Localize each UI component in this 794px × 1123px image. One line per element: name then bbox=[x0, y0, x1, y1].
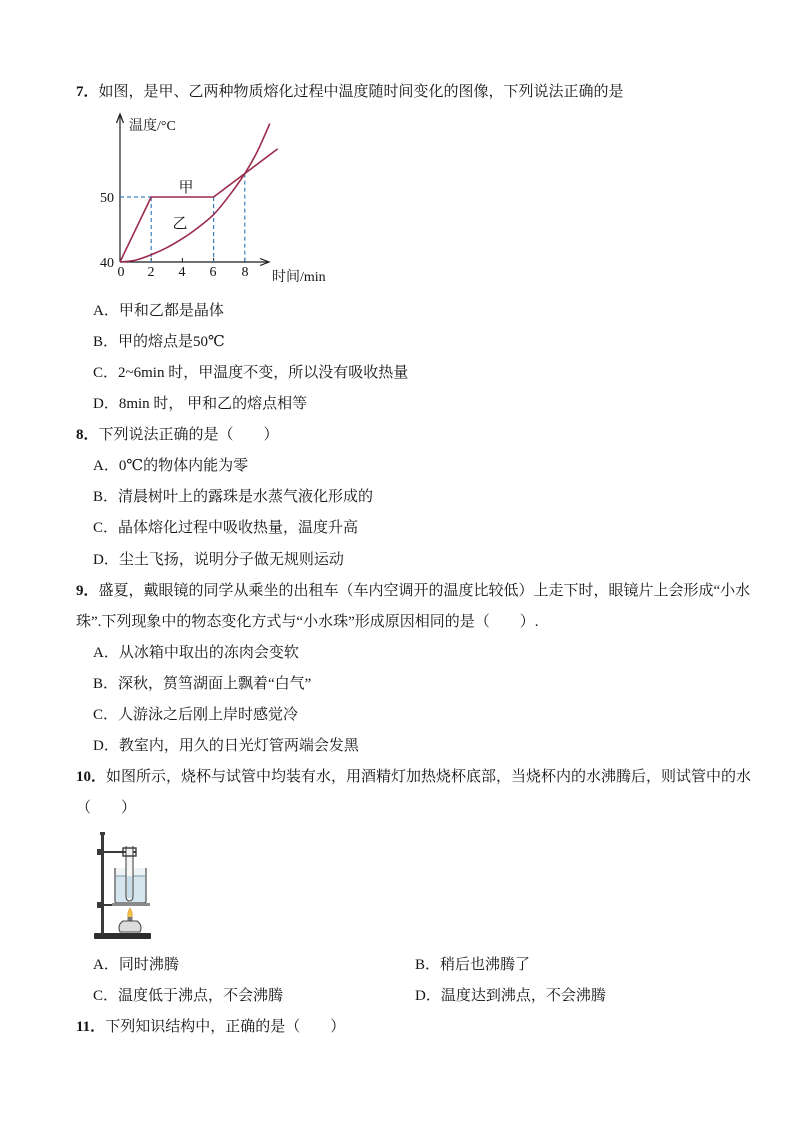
question-10-option-a bbox=[93, 955, 179, 975]
question-7-option-d bbox=[93, 394, 307, 414]
question-text: 盛夏，戴眼镜的同学从乘坐的出租车（车内空调开的温度比较低）上走下时，眼镜片上会形成“小水 bbox=[98, 583, 751, 599]
question-text: 如图所示，烧杯与试管中均装有水，用酒精灯加热烧杯底部，当烧杯内的水沸腾后，则试管中的水 bbox=[106, 769, 752, 785]
option-label: A． bbox=[93, 957, 119, 973]
question-8-option-a bbox=[93, 456, 248, 476]
option-text: 稍后也沸腾了 bbox=[440, 957, 531, 973]
option-text: 尘土飞扬，说明分子做无规则运动 bbox=[118, 552, 344, 568]
question-7-option-c bbox=[93, 363, 408, 383]
question-number: 9． bbox=[76, 583, 99, 599]
option-text: 深秋，筼筜湖面上飘着“白气” bbox=[118, 676, 312, 692]
question-10-option-c bbox=[93, 986, 283, 1006]
question-7-option-b bbox=[93, 332, 225, 352]
option-text: 2~6min 时，甲温度不变，所以没有吸收热量 bbox=[118, 365, 409, 381]
alcohol-lamp bbox=[119, 921, 141, 932]
heating-apparatus-figure bbox=[90, 830, 156, 942]
flame-icon bbox=[128, 908, 133, 918]
option-text: 教室内，用久的日光灯管两端会发黑 bbox=[118, 738, 359, 754]
question-8-option-c bbox=[93, 518, 358, 538]
answer-blank: （ ） bbox=[76, 800, 137, 816]
option-label: A． bbox=[93, 645, 119, 661]
question-9-stem-continued bbox=[76, 612, 538, 632]
x-axis-label: 时间/min bbox=[272, 270, 326, 285]
option-text: 温度低于沸点，不会沸腾 bbox=[118, 988, 284, 1004]
question-text: 下列知识结构中，正确的是（ ） bbox=[105, 1019, 346, 1035]
question-9-option-a bbox=[93, 643, 299, 663]
curve-yi bbox=[120, 124, 270, 262]
option-text: 晶体熔化过程中吸收热量，温度升高 bbox=[118, 520, 359, 536]
option-label: B． bbox=[93, 334, 119, 350]
question-text: 珠”.下列现象中的物态变化方式与“小水珠”形成原因相同的是（ ）. bbox=[76, 614, 539, 630]
option-label: D． bbox=[93, 738, 119, 754]
ring-clamp-knob bbox=[97, 902, 102, 908]
curve-jia bbox=[120, 149, 278, 262]
option-label: C． bbox=[93, 520, 119, 536]
question-8-stem bbox=[76, 425, 279, 445]
temperature-time-graph bbox=[90, 110, 350, 290]
option-label: C． bbox=[93, 707, 119, 723]
stand-rod bbox=[101, 833, 104, 934]
option-text: 8min 时， 甲和乙的熔点相等 bbox=[118, 396, 308, 412]
option-label: B． bbox=[415, 957, 441, 973]
upper-clamp-knob bbox=[97, 849, 102, 855]
x-tick-label: 2 bbox=[147, 265, 155, 280]
question-11-stem bbox=[76, 1017, 345, 1037]
question-9-option-b bbox=[93, 674, 311, 694]
option-text: 温度达到沸点，不会沸腾 bbox=[440, 988, 606, 1004]
x-tick-label: 8 bbox=[241, 265, 249, 280]
option-text: 同时沸腾 bbox=[118, 957, 179, 973]
question-text: 下列说法正确的是（ ） bbox=[98, 427, 279, 443]
y-tick-label: 50 bbox=[100, 191, 114, 206]
option-text: 从冰箱中取出的冻肉会变软 bbox=[118, 645, 299, 661]
question-9-option-c bbox=[93, 705, 298, 725]
y-tick-label: 40 bbox=[100, 256, 114, 271]
option-label: A． bbox=[93, 303, 119, 319]
question-number: 7． bbox=[76, 84, 99, 100]
option-text: 0℃的物体内能为零 bbox=[118, 458, 249, 474]
option-label: B． bbox=[93, 489, 119, 505]
question-7-stem bbox=[76, 82, 624, 102]
x-tick-label: 4 bbox=[178, 265, 186, 280]
curve-label-yi: 乙 bbox=[172, 216, 188, 232]
option-text: 人游泳之后刚上岸时感觉冷 bbox=[118, 707, 299, 723]
option-label: D． bbox=[93, 552, 119, 568]
question-9-option-d bbox=[93, 736, 359, 756]
question-number: 11． bbox=[76, 1019, 106, 1035]
x-tick-label: 6 bbox=[209, 265, 217, 280]
question-10-stem-continued bbox=[76, 798, 136, 818]
question-9-stem bbox=[76, 581, 750, 601]
question-10-option-b bbox=[415, 955, 530, 975]
option-label: D． bbox=[415, 988, 441, 1004]
question-number: 10． bbox=[76, 769, 107, 785]
option-label: A． bbox=[93, 458, 119, 474]
x-tick-label: 0 bbox=[117, 265, 125, 280]
question-10-option-d bbox=[415, 986, 606, 1006]
option-label: C． bbox=[93, 988, 119, 1004]
option-text: 甲的熔点是50℃ bbox=[118, 334, 225, 350]
option-label: C． bbox=[93, 365, 119, 381]
rod-cap bbox=[100, 832, 105, 835]
curve-label-jia: 甲 bbox=[178, 180, 194, 196]
question-8-option-d bbox=[93, 550, 344, 570]
question-8-option-b bbox=[93, 487, 373, 507]
question-number: 8． bbox=[76, 427, 99, 443]
option-label: B． bbox=[93, 676, 119, 692]
wire-gauze bbox=[112, 903, 150, 906]
question-7-option-a bbox=[93, 301, 224, 321]
option-label: D． bbox=[93, 396, 119, 412]
option-text: 甲和乙都是晶体 bbox=[118, 303, 224, 319]
test-tube-water bbox=[127, 876, 132, 898]
lamp-wick-holder bbox=[128, 917, 133, 921]
question-text: 如图，是甲、乙两种物质熔化过程中温度随时间变化的图像，下列说法正确的是 bbox=[98, 84, 624, 100]
option-text: 清晨树叶上的露珠是水蒸气液化形成的 bbox=[118, 489, 374, 505]
question-10-stem bbox=[76, 767, 751, 787]
y-axis-label: 温度/°C bbox=[129, 119, 176, 134]
